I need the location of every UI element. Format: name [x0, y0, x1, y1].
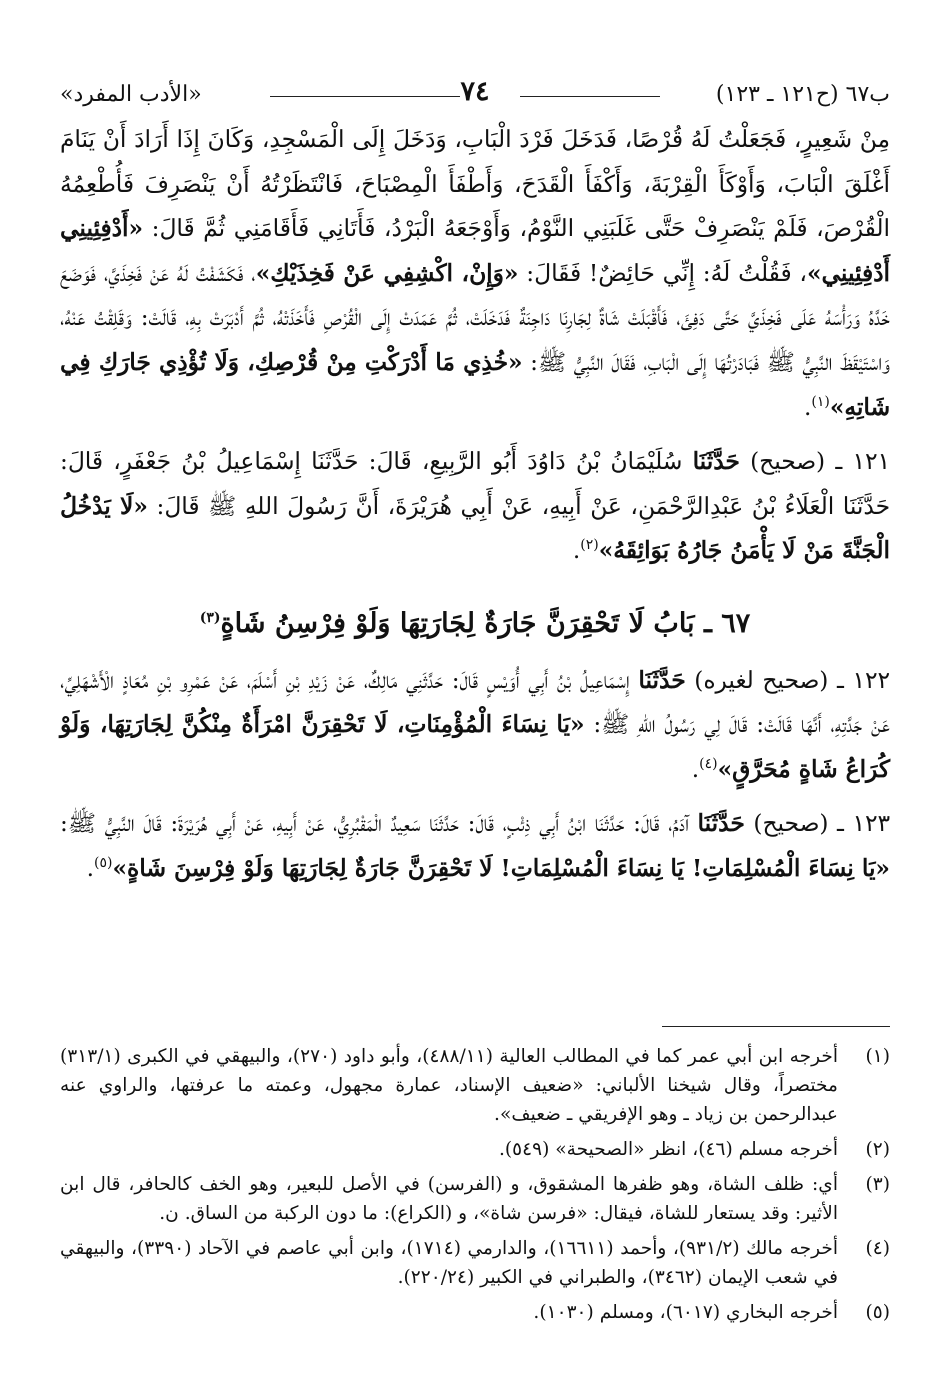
hadith-123: ١٢٣ ـ (صحيح) حَدَّثَنَا آدَمُ، قَالَ: حَدَّثَنَا ابْنُ أَبِي ذِئْبٍ، قَالَ: حَدَّثَنَا سَعِيدٌ الْمَقْبُرِيُّ، عَنْ أَبِيهِ، عَنْ أَبِي هُرَيْرَةَ: قَالَ النَّبِيُّ ﷺ: «يَا نِسَاءَ الْمُسْلِمَاتِ! يَا نِسَاءَ الْمُسْلِمَاتِ! لَا تَحْقِرَنَّ جَارَةٌ لِجَارَتِهَا وَلَوْ فِرْسِنَ شَاةٍ»$^{(٥)}$. — [60, 810, 890, 882]
footnote-text: أخرجه مسلم (٤٦)، انظر «الصحيحة» (٥٤٩). — [498, 1139, 838, 1160]
footnote-ref[interactable]: (٢) — [580, 537, 599, 554]
footnote-text: أخرجه ابن أبي عمر كما في المطالب العالية (٤٨٨/١١)، وأبو داود (٢٧٠)، والبيهقي في الكبرى (٣١٣/١) مختصراً، وقال شيخنا الألباني: «ضعيف الإسناد، عمارة مجهول، وعمته ما عرفتها، والراوي عنه عبدالرحمن بن زياد ـ وهو الإفريقي ـ ضعيف». — [60, 1046, 838, 1125]
footnote-item — [60, 1042, 890, 1129]
footnote-item — [60, 1298, 890, 1327]
page-number: ٧٤ — [460, 76, 490, 107]
header-book-title: «الأدب المفرد» — [60, 82, 202, 107]
footnote-text: أخرجه البخاري (٦٠١٧)، ومسلم (١٠٣٠). — [533, 1302, 838, 1323]
footnote-item — [60, 1234, 890, 1292]
footnotes — [60, 1042, 890, 1333]
footnote-ref[interactable]: (٥) — [93, 855, 113, 872]
footnote-number: (٥) — [865, 1302, 890, 1323]
footnote-text: أخرجه مالك (٩٣١/٢)، وأحمد (١٦٦١١)، والدارمي (١٧١٤)، وابن أبي عاصم في الآحاد (٣٣٩٠)، والبيهقي في شعب الإيمان (٣٤٦٢)، والطبراني في الكبير (٢٢٠/٢٤). — [60, 1238, 838, 1288]
footnote-item — [60, 1170, 890, 1228]
footnote-number: (١) — [865, 1046, 890, 1067]
footnote-number: (٢) — [865, 1139, 890, 1160]
footnote-item — [60, 1135, 890, 1164]
footnote-ref[interactable]: (١) — [811, 393, 830, 410]
main-text — [60, 118, 890, 892]
chapter-heading: ٦٧ ـ بَابُ لَا تَحْقِرَنَّ جَارَةٌ لِجَارَتِهَا وَلَوْ فِرْسِنُ شَاةٍ$^{(٣)}$ — [199, 607, 751, 639]
header-rule — [520, 96, 660, 97]
footnote-ref[interactable]: (٤) — [699, 755, 718, 772]
footnote-text: أي: ظلف الشاة، وهو ظفرها المشقوق، و (الفرسن) في الأصل للبعير، وهو الخف كالحافر، قال ابن الأثير: وقد يستعار للشاة، فيقال: «فرسن شاة»، و (الكراع): ما دون الركبة من الساق. ن. — [60, 1174, 838, 1224]
hadith-121: ١٢١ ـ (صحيح) حَدَّثَنَا سُلَيْمَانُ بْنُ دَاوُدَ أَبُو الرَّبِيعِ، قَالَ: حَدَّثَنَا إِسْمَاعِيلُ بْنُ جَعْفَرٍ، قَالَ: حَدَّثَنَا الْعَلَاءُ بْنُ عَبْدِالرَّحْمَنِ، عَنْ أَبِيهِ، عَنْ أَبِي هُرَيْرَةَ، أَنَّ رَسُولَ اللهِ ﷺ قَالَ: «لَا يَدْخُلُ الْجَنَّةَ مَنْ لَا يَأْمَنُ جَارُهُ بَوَائِقَهُ»$^{(٢)}$. — [60, 448, 891, 565]
footnote-ref[interactable]: (٣) — [199, 609, 221, 626]
header-chapter-ref: ب٦٧ (ح١٢١ ـ ١٢٣) — [715, 82, 890, 107]
footnote-divider — [662, 1026, 890, 1027]
hadith-122: ١٢٢ ـ (صحيح لغيره) حَدَّثَنَا إِسْمَاعِيلُ بْنُ أَبِي أُوَيْسٍ قَالَ: حَدَّثَنِي مَالِكٌ، عَنْ زَيْدِ بْنِ أَسْلَمَ، عَنْ عَمْرِو بْنِ مُعَاذٍ الْأَشْهَلِيِّ، عَنْ جَدَّتِهِ، أَنَّهَا قَالَتْ: قَالَ لِي رَسُولُ اللهِ ﷺ: «يَا نِسَاءَ الْمُؤْمِنَاتِ، لَا تَحْقِرَنَّ امْرَأَةٌ مِنْكُنَّ لِجَارَتِهَا، وَلَوْ كُرَاعُ شَاةٍ مُحَرَّقٍ»$^{(٤)}$. — [60, 666, 890, 783]
footnote-number: (٤) — [865, 1238, 890, 1259]
hadith-120-continuation: مِنْ شَعِيرٍ، فَجَعَلْتُ لَهُ قُرْصًا، فَدَخَلَ فَرْدَ الْبَابِ، وَدَخَلَ إِلَى الْمَسْجِدِ، وَكَانَ إِذَا أَرَادَ أَنْ يَنَامَ أَغْلَقَ الْبَابَ، وَأَوْكَأَ الْقِرْبَةَ، وَأَكْفَأَ الْقَدَحَ، وَأَطْفَأَ الْمِصْبَاحَ، فَانْتَظَرْتُهُ أَنْ يَنْصَرِفَ فَأُطْعِمُهُ الْقُرْصَ، فَلَمْ يَنْصَرِفْ حَتَّى غَلَبَنِي النَّوْمُ، وَأَوْجَعَهُ الْبَرْدُ، فَأَتَانِي فَأَقَامَنِي ثُمَّ قَالَ: «أَدْفِئِينِي أَدْفِئِينِي»، فَقُلْتُ لَهُ: إِنِّي حَائِضٌ! فَقَالَ: «وَإِنْ، اكْشِفِي عَنْ فَخِذَيْكِ»، فَكَشَفْتُ لَهُ عَنْ فَخِذَيَّ، فَوَضَعَ خَدَّهُ وَرَأْسَهُ عَلَى فَخِذَيَّ حَتَّى دَفِئَ، فَأَقْبَلَتْ شَاةٌ لِجَارِنَا دَاجِنَةٌ فَدَخَلَتْ، ثُمَّ عَمَدَتْ إِلَى الْقُرْصِ فَأَخَذَتْهُ، ثُمَّ أَدْبَرَتْ بِهِ، قَالَتْ: وَقَلِقْتُ عَنْهُ، وَاسْتَيْقَظَ النَّبِيُّ ﷺ فَبَادَرْتُهَا إِلَى الْبَابِ، فَقَالَ النَّبِيُّ ﷺ: «خُذِي مَا أَدْرَكْتِ مِنْ قُرْصِكِ، وَلَا تُؤْذِي جَارَكِ فِي شَاتِهِ»$^{(١)}$. — [60, 126, 890, 421]
page-header — [60, 76, 890, 116]
footnote-number: (٣) — [865, 1174, 890, 1195]
header-rule — [270, 96, 460, 97]
